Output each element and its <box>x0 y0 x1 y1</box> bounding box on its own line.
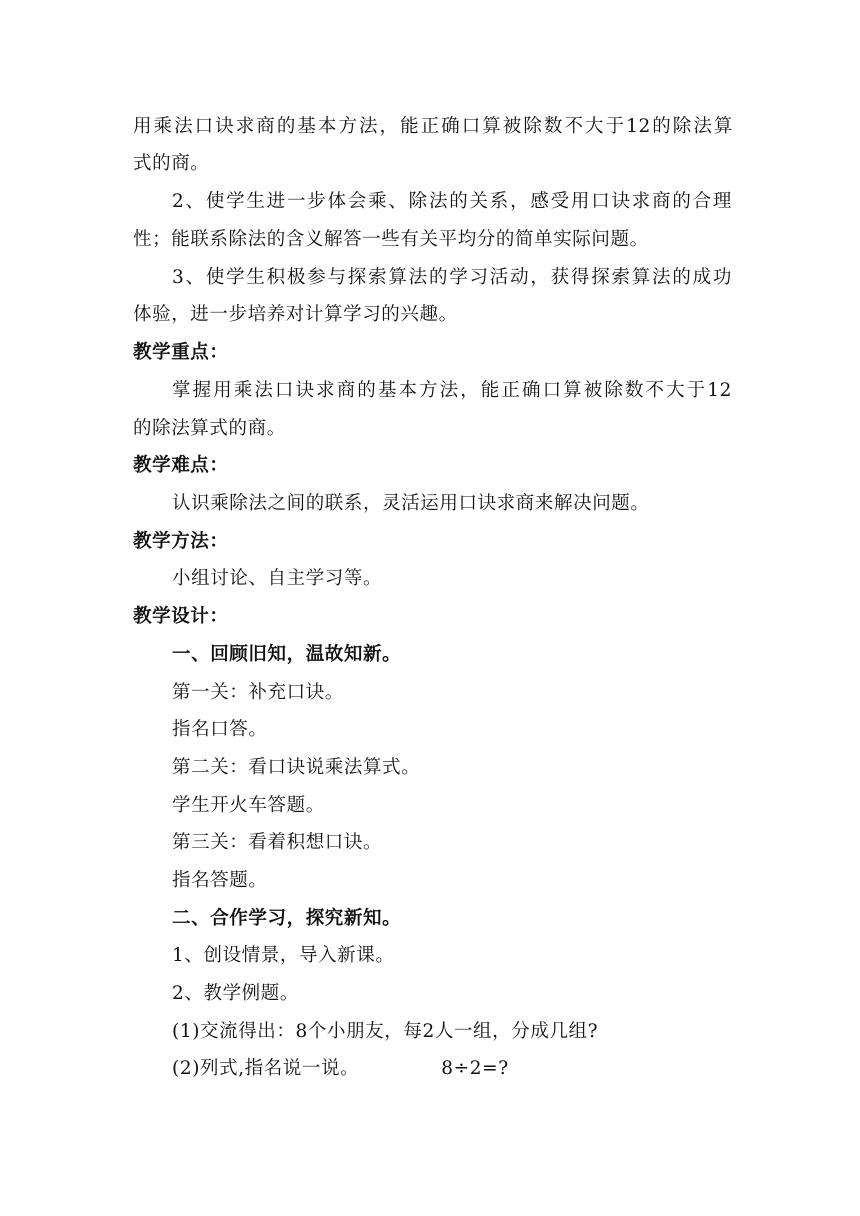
design-heading: 教学设计： <box>133 606 229 627</box>
methods-heading: 教学方法： <box>133 531 229 552</box>
section-2-line-4 <box>172 1056 732 1082</box>
section-1-line-1: 第一关：补充口诀。 <box>172 682 344 703</box>
difficulties-heading: 教学难点： <box>133 455 229 476</box>
section-2-line-1: 1、创设情景，导入新课。 <box>172 945 395 966</box>
objective-item-3-line-2: 体验，进一步培养对计算学习的兴趣。 <box>133 304 458 325</box>
section-1-title: 一、回顾旧知，温故知新。 <box>172 644 402 665</box>
methods-line-1: 小组讨论、自主学习等。 <box>172 568 383 589</box>
section-2-line-4-text: (2)列式,指名说一说。 <box>172 1058 360 1079</box>
section-1-line-2: 指名口答。 <box>172 719 268 740</box>
objective-line-1: 用乘法口诀求商的基本方法，能正确口算被除数不大于12的除法算 <box>133 116 733 137</box>
section-2-line-3: (1)交流得出：8个小朋友，每2人一组，分成几组? <box>172 1021 599 1042</box>
section-2-title: 二、合作学习，探究新知。 <box>172 908 402 929</box>
key-points-heading: 教学重点： <box>133 342 229 363</box>
section-1-line-5: 第三关：看着积想口诀。 <box>172 832 383 853</box>
key-points-line-2: 的除法算式的商。 <box>133 418 286 439</box>
section-1-line-3: 第二关：看口诀说乘法算式。 <box>172 757 421 778</box>
section-1-line-4: 学生开火车答题。 <box>172 795 325 816</box>
difficulties-line-1: 认识乘除法之间的联系，灵活运用口诀求商来解决问题。 <box>172 493 650 514</box>
objective-line-2: 式的商。 <box>133 153 210 174</box>
objective-item-2-line-1: 2、使学生进一步体会乘、除法的关系，感受用口诀求商的合理 <box>172 191 732 212</box>
section-2-line-2: 2、教学例题。 <box>172 983 299 1004</box>
key-points-line-1: 掌握用乘法口诀求商的基本方法，能正确口算被除数不大于12 <box>172 380 732 401</box>
division-formula: 8÷2=? <box>441 1058 509 1079</box>
objective-item-3-line-1: 3、使学生积极参与探索算法的学习活动，获得探索算法的成功 <box>172 267 732 288</box>
objective-item-2-line-2: 性；能联系除法的含义解答一些有关平均分的简单实际问题。 <box>133 229 649 250</box>
section-1-line-6: 指名答题。 <box>172 870 268 891</box>
